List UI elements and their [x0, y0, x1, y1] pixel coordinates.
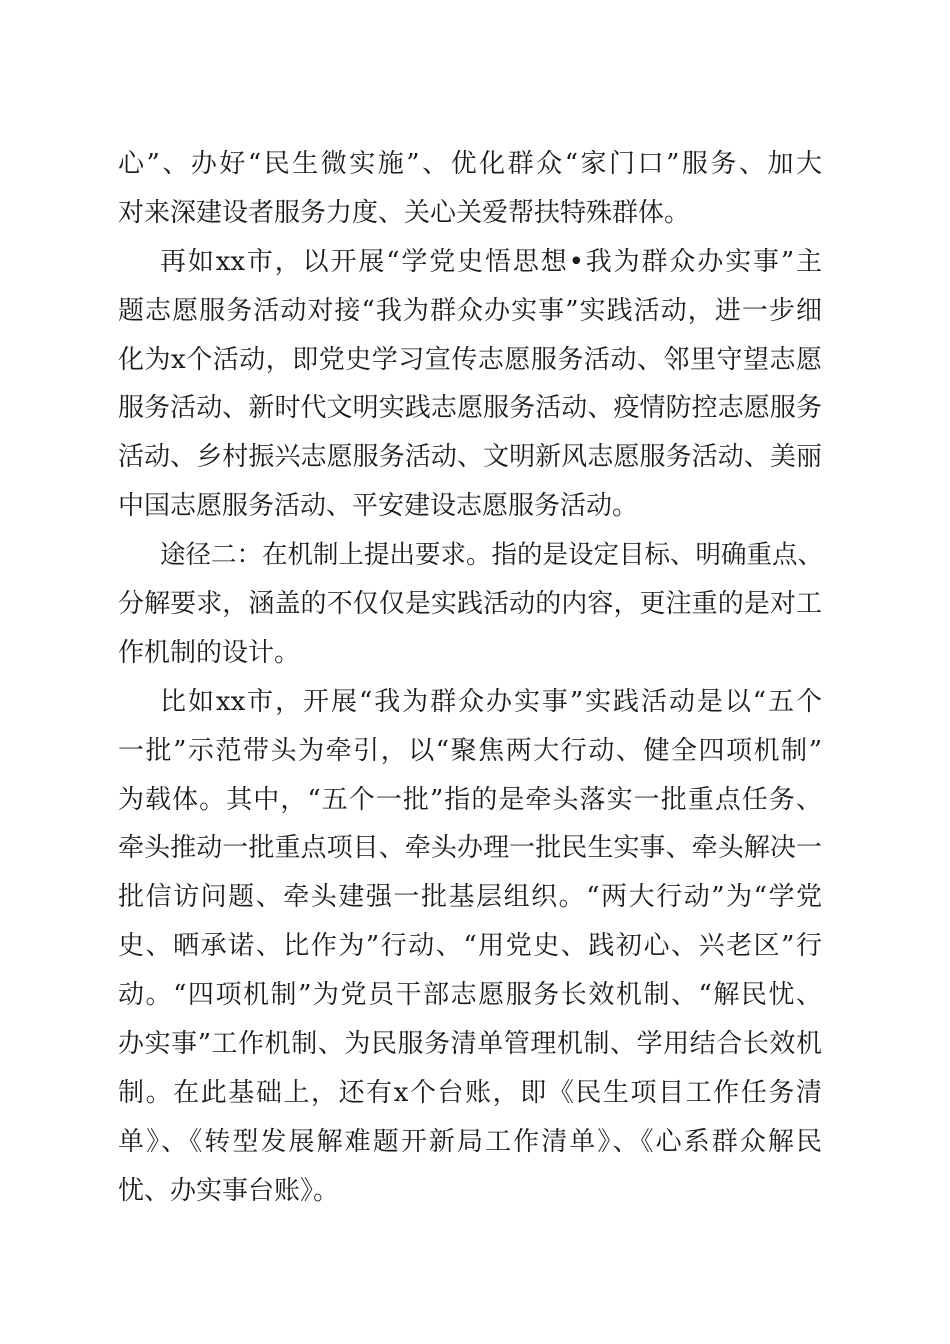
paragraph [118, 678, 822, 1216]
text-line: 化为x个活动，即党史学习宣传志愿服务活动、邻里守望志愿 [118, 344, 822, 375]
text-line: 再如xx市，以开展“学党史悟思想•我为群众办实事”主 [160, 246, 822, 277]
paragraph [118, 531, 822, 678]
text-line: 批信访问题、牵头建强一批基层组织。“两大行动”为“学党 [118, 882, 822, 913]
text-line: 服务活动、新时代文明实践志愿服务活动、疫情防控志愿服务 [118, 393, 822, 424]
text-line: 制。在此基础上，还有x个台账，即《民生项目工作任务清 [118, 1077, 822, 1108]
text-line: 动。“四项机制”为党员干部志愿服务长效机制、“解民忧、 [118, 980, 822, 1011]
paragraph [118, 238, 822, 531]
text-line: 比如xx市，开展“我为群众办实事”实践活动是以“五个 [160, 686, 822, 717]
text-line: 对来深建设者服务力度、关心关爱帮扶特殊群体。 [118, 197, 691, 228]
text-line: 忧、办实事台账》。 [118, 1175, 340, 1206]
text-line: 为载体。其中，“五个一批”指的是牵头落实一批重点任务、 [118, 784, 822, 815]
text-line: 题志愿服务活动对接“我为群众办实事”实践活动，进一步细 [118, 295, 822, 326]
text-line: 活动、乡村振兴志愿服务活动、文明新风志愿服务活动、美丽 [118, 442, 822, 473]
text-line: 单》、《转型发展解难题开新局工作清单》、《心系群众解民 [118, 1126, 822, 1157]
text-line: 心”、办好“民生微实施”、优化群众“家门口”服务、加大 [118, 149, 822, 179]
document-page [118, 140, 822, 1216]
text-line: 作机制的设计。 [118, 637, 301, 668]
text-line: 中国志愿服务活动、平安建设志愿服务活动。 [118, 491, 639, 522]
text-line: 一批”示范带头为牵引，以“聚焦两大行动、健全四项机制” [118, 735, 822, 766]
text-line: 办实事”工作机制、为民服务清单管理机制、学用结合长效机 [118, 1029, 822, 1060]
text-line: 分解要求，涵盖的不仅仅是实践活动的内容，更注重的是对工 [118, 589, 822, 620]
text-line: 途径二：在机制上提出要求。指的是设定目标、明确重点、 [160, 540, 824, 571]
text-line: 牵头推动一批重点项目、牵头办理一批民生实事、牵头解决一 [118, 833, 822, 864]
text-line: 史、晒承诺、比作为”行动、“用党史、践初心、兴老区”行 [118, 931, 822, 962]
paragraph [118, 140, 822, 238]
